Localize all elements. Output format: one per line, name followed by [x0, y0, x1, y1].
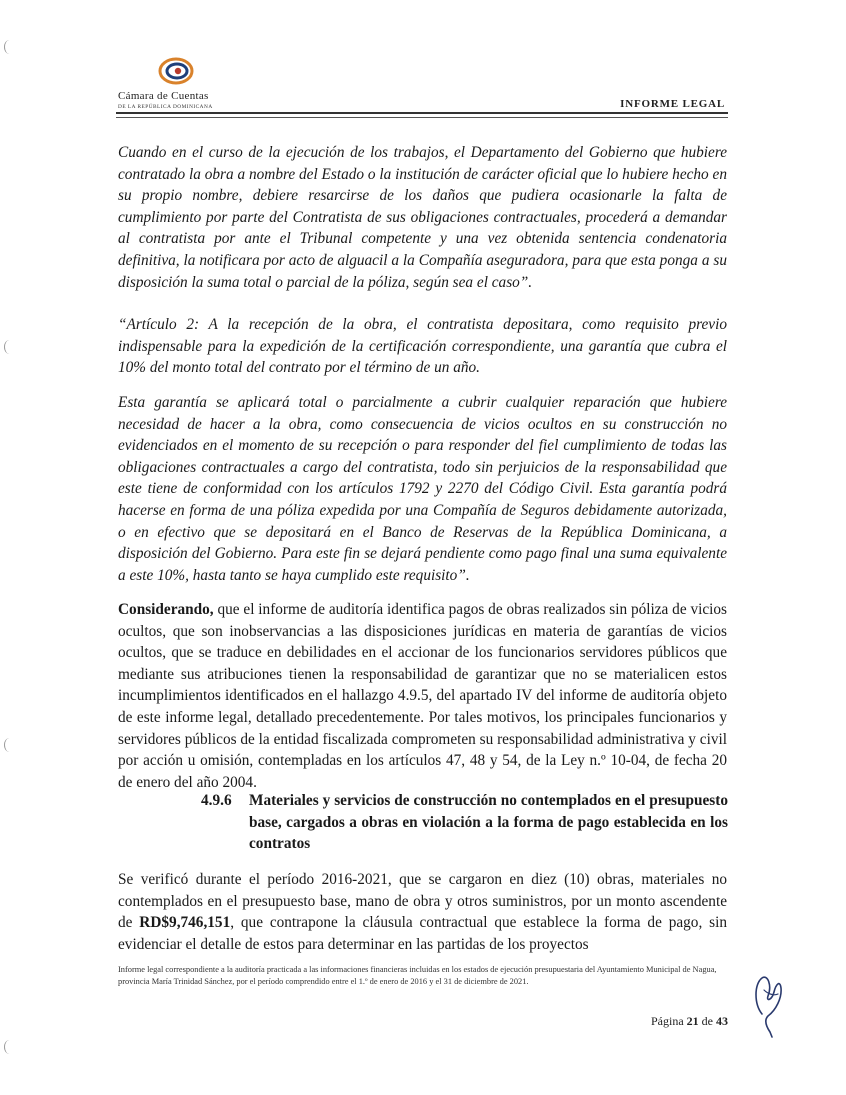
page-of: de [701, 1014, 713, 1028]
page-label: Página [651, 1014, 684, 1028]
findings-paragraph [118, 869, 727, 955]
quote-paragraph-3: Esta garantía se aplicará total o parcialmente a cubrir cualquier reparación que hubiere necesidad de hacer a la obra, como consecuencia de vicios ocultos en su construcción no evidenciados en el momento de su recepción o para responder del fiel cumplimiento de todas las obligaciones contractuales a cargo del contratista, todo sin perjuicios de la responsabilidad que este tiene de conformidad con los artículos 1792 y 2270 del Código Civil. Esta garantía podrá hacerse en forma de una póliza expedida por una Compañía de Seguros debidamente autorizada, o en efectivo que se depositará en el Banco de Reservas de la República Dominicana, a disposición del Gobierno. Para este fin se dejará pendiente como pago final una suma equivalente a este 10%, hasta tanto se haya cumplido este requisito”. [118, 394, 727, 584]
org-subtitle: DE LA REPÚBLICA DOMINICANA [118, 104, 213, 110]
org-logo-icon [156, 56, 196, 86]
considerando-label: Considerando, [118, 601, 214, 618]
binding-hole-mark [4, 340, 15, 354]
org-name: Cámara de Cuentas [118, 90, 209, 102]
header-divider [116, 112, 728, 114]
considerando-paragraph [118, 599, 727, 793]
quote-paragraph-2: “Artículo 2: A la recepción de la obra, el contratista depositara, como requisito previo indispensable para la expedición de la certificación correspondiente, una garantía que cubra el 10% del monto total del contrato por el término de un año. [118, 316, 727, 377]
binding-hole-mark [4, 40, 15, 54]
findings-text-end: , que contrapone la cláusula contractual que establece la forma de pago, sin evidenciar el detalle de estos para determinar en las partidas de los proyectos [118, 914, 727, 953]
footnote: Informe legal correspondiente a la auditoría practicada a las informaciones financieras incluidas en los estados de ejecución presupuestaria del Ayuntamiento Municipal de Nagua, provincia María Trinidad Sánchez, por el período comprendido entre el 1.º de enero de 2016 y el 31 de diciembre de 2021. [118, 965, 717, 986]
page-current: 21 [686, 1014, 699, 1028]
quote-paragraph-1: Cuando en el curso de la ejecución de los trabajos, el Departamento del Gobierno que hubiere contratado la obra a nombre del Estado o la institución de carácter oficial que lo hubiere hecho en su propio nombre, debiere resarcirse de los daños que pudiera ocasionarle la falta de cumplimiento por parte del Contratista de sus obligaciones contractuales, procederá a demandar al contratista por ante el Tribunal competente y una vez obtenida sentencia condenatoria definitiva, la notificara por acto de alguacil a la Compañía aseguradora, para que esta ponga a su disposición la suma total o parcial de la póliza, según sea el caso”. [118, 144, 727, 291]
considerando-text: que el informe de auditoría identifica pagos de obras realizados sin póliza de vicios ocultos, que son inobservancias a las disposiciones jurídicas en materia de garantías de vicios ocultos, que se traduce en debilidades en el accionar de los funcionarios servidores públicos que mediante sus atribuciones tienen la responsabilidad de garantizar que no se materialicen estos incumplimientos identificados en el hallazgo 4.9.5, del apartado IV del informe de auditoría objeto de este informe legal, detallado precedentemente. Por tales motivos, los principales funcionarios y servidores públicos de la entidad fiscalizada comprometen su responsabilidad administrativa y civil por acción u omisión, contempladas en los artículos 47, 48 y 54, de la Ley n.º 10-04, de fecha 20 de enero del año 2004. [118, 601, 727, 791]
findings-amount: RD$9,746,151 [139, 914, 231, 932]
findings-text-start: Se verificó durante el período 2016-2021, que se cargaron en diez (10) obras, materiales no contemplados en el presupuesto base, mano de obra y otros suministros, por un monto ascendente de [118, 871, 727, 932]
section-title: Materiales y servicios de construcción no contemplados en el presupuesto base, cargados a obras en violación a la forma de pago establecida en los contratos [249, 792, 728, 853]
binding-hole-mark [4, 1040, 15, 1054]
initials-signature [748, 970, 788, 1038]
page-number [651, 1014, 728, 1029]
report-title: INFORME LEGAL [620, 98, 725, 110]
section-number: 4.9.6 [201, 792, 232, 809]
section-heading [201, 790, 728, 855]
header-divider-thin [116, 117, 728, 118]
page-total: 43 [716, 1014, 728, 1028]
binding-hole-mark [4, 738, 15, 752]
